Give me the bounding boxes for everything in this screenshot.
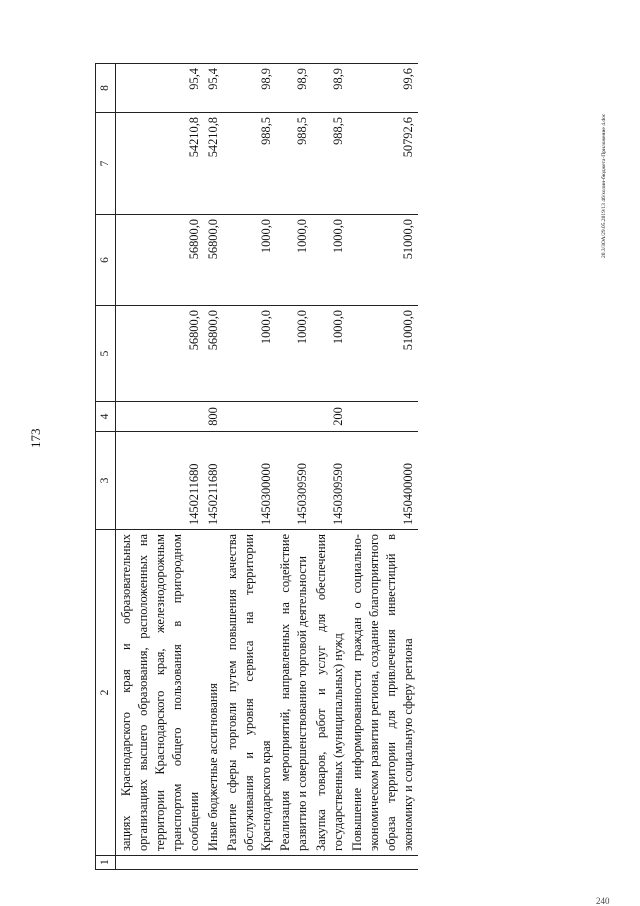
- row-value-8: 99,6: [348, 64, 418, 113]
- page-number: 173: [28, 428, 43, 448]
- row-description: Закупка товаров, работ и услуг для обеспечения государственных (муниципальных) нужд: [312, 530, 348, 856]
- file-reference: 20.3/ЗОА/29.05.2019/13 46/холин-бюджета-Приложение 4.doc: [601, 113, 607, 258]
- row-expense-type: [223, 402, 276, 432]
- table-row: [116, 64, 205, 870]
- header-row: [96, 64, 116, 870]
- row-value-6: 1000,0: [276, 215, 312, 306]
- table-row: [276, 64, 312, 870]
- table-row: [204, 64, 223, 870]
- row-value-7: 50792,6: [348, 113, 418, 215]
- row-value-7: 988,5: [276, 113, 312, 215]
- row-value-5: 1000,0: [312, 306, 348, 402]
- row-value-7: 988,5: [312, 113, 348, 215]
- row-value-6: 1000,0: [312, 215, 348, 306]
- header-col-4: 4: [96, 402, 116, 432]
- row-expense-type: [348, 402, 418, 432]
- corner-page-number: 240: [596, 896, 610, 906]
- row-value-5: 1000,0: [276, 306, 312, 402]
- row-code: 1450309590: [276, 432, 312, 530]
- row-value-8: 98,9: [223, 64, 276, 113]
- budget-table: [95, 63, 418, 870]
- row-code: 1450309590: [312, 432, 348, 530]
- row-value-8: 98,9: [276, 64, 312, 113]
- row-description: Реализация мероприятий, направленных на содействие развитию и совершенствованию торговой деятельности: [276, 530, 312, 856]
- row-value-7: 54210,8: [116, 113, 205, 215]
- header-col-5: 5: [96, 306, 116, 402]
- table-row: [223, 64, 276, 870]
- rotated-table-sheet: [95, 64, 615, 870]
- row-value-5: 1000,0: [223, 306, 276, 402]
- row-value-8: 95,4: [116, 64, 205, 113]
- header-col-2: 2: [96, 530, 116, 856]
- row-description: Повышение информированности граждан о социально-экономическом развитии региона, создание благоприятного образа территории для привлечения инвестиций в экономику и социальную сферу региона: [348, 530, 418, 856]
- row-description: Иные бюджетные ассигнования: [204, 530, 223, 856]
- header-col-8: 8: [96, 64, 116, 113]
- row-code: 1450400000: [348, 432, 418, 530]
- row-value-8: 98,9: [312, 64, 348, 113]
- row-value-6: 56800,0: [116, 215, 205, 306]
- header-col-6: 6: [96, 215, 116, 306]
- row-value-8: 95,4: [204, 64, 223, 113]
- row-expense-type: [116, 402, 205, 432]
- table-row: [312, 64, 348, 870]
- header-col-1: 1: [96, 856, 116, 870]
- header-col-7: 7: [96, 113, 116, 215]
- row-description: зациях Краснодарского края и образовательных организациях высшего образования, расположенных на территории Краснодарского края, железнодорожным транспортом общего пользования в пригородном сообщении: [116, 530, 205, 856]
- row-value-7: 988,5: [223, 113, 276, 215]
- row-code: 1450211680: [204, 432, 223, 530]
- row-value-6: 56800,0: [204, 215, 223, 306]
- header-col-3: 3: [96, 432, 116, 530]
- table-row: [348, 64, 418, 870]
- row-value-6: 51000,0: [348, 215, 418, 306]
- row-expense-type: 200: [312, 402, 348, 432]
- row-code: 1450300000: [223, 432, 276, 530]
- row-expense-type: 800: [204, 402, 223, 432]
- row-value-6: 1000,0: [223, 215, 276, 306]
- row-value-5: 56800,0: [204, 306, 223, 402]
- row-description: Развитие сферы торговли путем повышения качества обслуживания и уровня сервиса на территории Краснодарского края: [223, 530, 276, 856]
- row-value-5: 56800,0: [116, 306, 205, 402]
- row-value-7: 54210,8: [204, 113, 223, 215]
- row-value-5: 51000,0: [348, 306, 418, 402]
- row-expense-type: [276, 402, 312, 432]
- row-code: 1450211680: [116, 432, 205, 530]
